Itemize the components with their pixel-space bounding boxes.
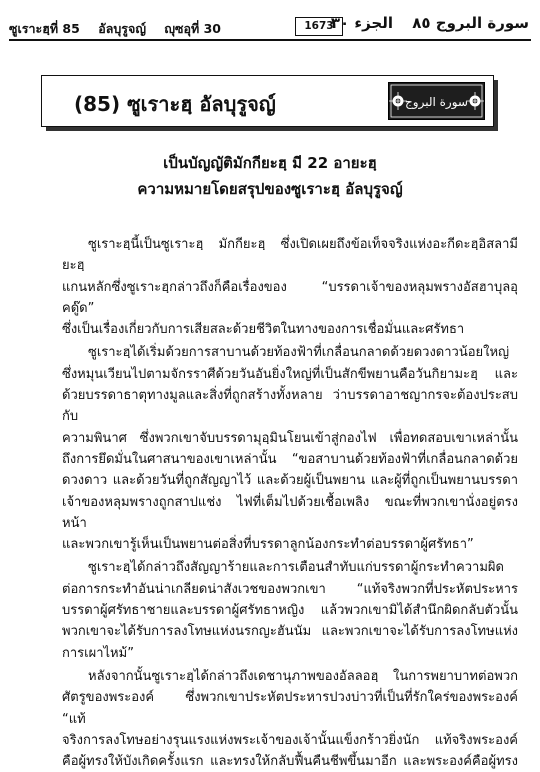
calligraphy-text: سورة البروج <box>405 95 468 109</box>
surah-name-label: อัลบุรูจญ์ <box>98 21 146 36</box>
surah-number-label: ซูเราะฮฺที่ 85 <box>9 21 80 36</box>
text-line: หลังจากนั้นซูเราะฮฺได้กล่าวถึงเดชานุภาพของอัลลอฮฺ ในการพยาบาทต่อพวก <box>88 668 518 684</box>
text-line: บรรดาผู้ศรัทธาชายและบรรดาผู้ศรัทธาหญิง แล้วพวกเขามิได้สำนึกผิดกลับตัวนั้น <box>62 603 518 619</box>
page-number: 1673 <box>295 17 343 36</box>
text-line: แกนหลักซึ่งซูเราะฮฺกล่าวถึงก็คือเรื่องของ “บรรดาเจ้าของหลุมพรางอัสฮาบุลอุคดู๊ด” <box>62 279 518 316</box>
intro-line-1: เป็นบัญญัติมักกียะฮฺ มี 22 อายะฮฺ <box>163 154 377 172</box>
banner-frame <box>41 75 494 127</box>
text-line: ศัตรูของพระองค์ ซึ่งพวกเขาประหัตประหารปวงบ่าวที่เป็นที่รักใคร่ของพระองค์ “แท้ <box>62 690 518 727</box>
body-text <box>62 234 518 772</box>
text-line: ดวงดาว และด้วยวันที่ถูกสัญญาไว้ และด้วยผู้เป็นพยาน และผู้ที่ถูกเป็นพยานบรรดา <box>62 473 518 489</box>
text-line: พวกเขาจะได้รับการลงโทษแห่งนรกญะฮันนัม และพวกเขาจะได้รับการลงโทษแห่ง <box>62 624 518 640</box>
arabic-surah-label: سورة البروج ٨٥ <box>412 14 529 32</box>
text-line: ด้วยบรรดาธาตุทางมูลและสิ่งที่ถูกสร้างทั้งหลาย ว่าบรรดาอาชญากรจะต้องประสบกับ <box>62 388 518 425</box>
surah-banner <box>41 75 496 129</box>
paragraph-1 <box>62 234 518 340</box>
text-line: ซูเราะฮฺได้เริ่มด้วยการสาบานด้วยท้องฟ้าที่เกลื่อนกลาดด้วยดวงดาวน้อยใหญ่ <box>88 345 510 361</box>
paragraph-3 <box>62 557 518 663</box>
text-line: ถึงการยึดมั่นในศาสนาของเขาเหล่านั้น “ขอสาบานด้วยท้องฟ้าที่เกลื่อนกลาดด้วย <box>62 451 518 467</box>
text-line: ซูเราะฮฺได้กล่าวถึงสัญญาร้ายและการเตือนสำทับแก่บรรดาผู้กระทำความผิด <box>88 560 504 576</box>
text-line: ซูเราะฮฺนี้เป็นซูเราะฮฺ มักกียะฮฺ ซึ่งเปิดเผยถึงข้อเท็จจริงแห่งอะกีดะฮฺอิสลามียะฮฺ <box>62 237 518 274</box>
text-line: ซึ่งหมุนเวียนไปตามจักรราศีด้วยวันอันยิ่งใหญ่ที่เป็นสักขีพยานคือวันกิยามะฮฺ และ <box>62 366 518 382</box>
text-line: คือผู้ทรงให้บังเกิดครั้งแรก และทรงให้กลับฟื้นคืนชีพขึ้นมาอีก และพระองค์คือผู้ทรง <box>62 754 518 770</box>
surah-title: (85) ซูเราะฮฺ อัลบุรูจญ์ <box>74 92 276 116</box>
text-line: ต่อการกระทำอันน่าเกลียดน่าสังเวชของพวกเขา “แท้จริงพวกที่ประหัตประหาร <box>62 581 518 597</box>
header-arabic <box>317 14 529 32</box>
text-line: การเผาไหม้” <box>62 645 134 661</box>
intro-line-2: ความหมายโดยสรุปของซูเราะฮฺ อัลบุรูจญ์ <box>137 180 403 198</box>
surah-calligraphy-ornament <box>388 82 485 120</box>
page-header <box>9 8 531 42</box>
text-line: ความพินาศ ซึ่งพวกเขาจับบรรดามุอฺมินโยนเข้าสู่กองไฟ เพื่อทดสอบเขาเหล่านั้น <box>62 430 518 446</box>
text-line: และพวกเขารู้เห็นเป็นพยานต่อสิ่งที่บรรดาลูกน้องกระทำต่อบรรดาผู้ศรัทธา” <box>62 537 474 553</box>
paragraph-4 <box>62 666 518 772</box>
juz-label: ญุซอุที่ 30 <box>164 21 221 36</box>
text-line: เจ้าของหลุมพรางถูกสาปแช่ง ไฟที่เต็มไปด้วยเชื้อเพลิง ขณะที่พวกเขานั่งอยู่ตรงหน้า <box>62 494 518 531</box>
header-thai <box>9 19 235 39</box>
paragraph-2 <box>62 342 518 555</box>
text-line: ซึ่งเป็นเรื่องเกี่ยวกับการเสียสละด้วยชีวิตในทางของการเชื่อมั่นและศรัทธา <box>62 322 465 338</box>
arabic-juz-label: الجزء ٣٠ <box>330 14 393 32</box>
header-rule <box>9 39 531 41</box>
text-line: จริงการลงโทษอย่างรุนแรงแห่งพระเจ้าของเจ้านั้นแข็งกร้าวยิ่งนัก แท้จริงพระองค์ <box>62 732 518 748</box>
